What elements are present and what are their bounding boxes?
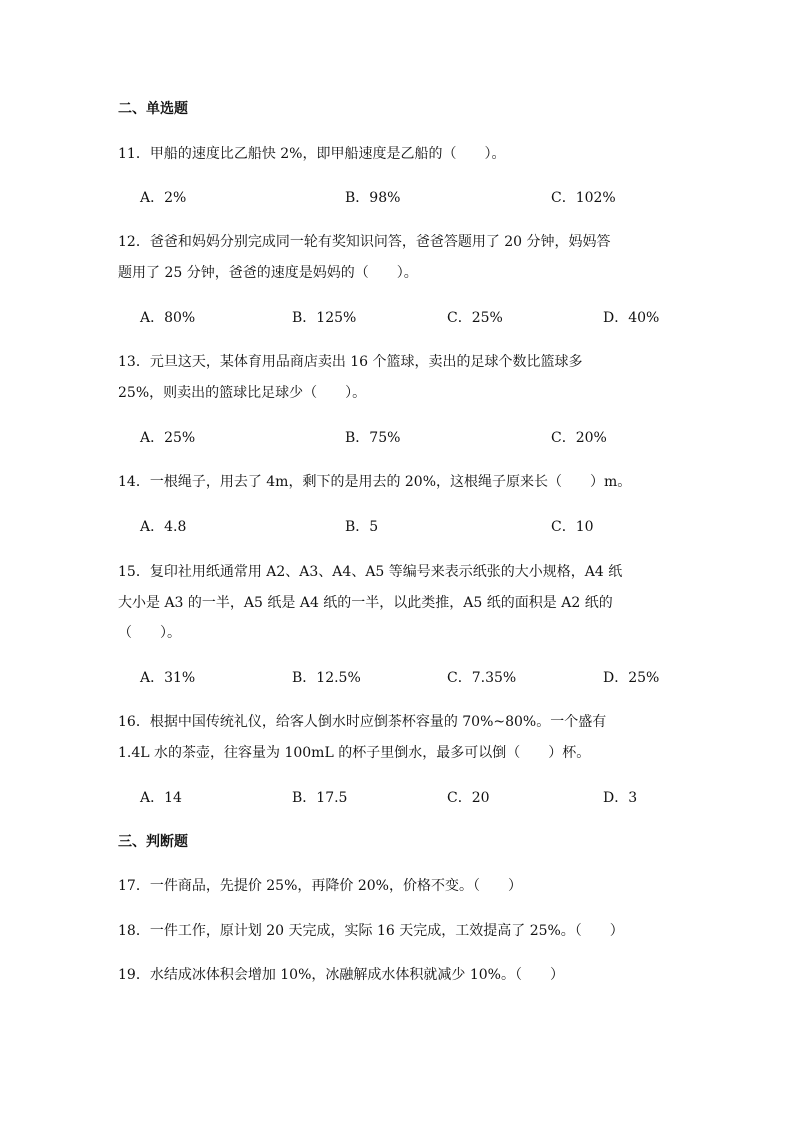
question-14-option-b: B．5 xyxy=(345,519,379,535)
question-15-option-a: A．31% xyxy=(140,670,196,686)
question-13-option-b: B．75% xyxy=(345,430,401,446)
question-16-line-2: 1.4L 水的茶壶，往容量为 100mL 的杯子里倒水，最多可以倒（ ）杯。 xyxy=(118,745,591,761)
question-15-line-1: 15．复印社用纸通常用 A2、A3、A4、A5 等编号来表示纸张的大小规格，A4 纸 xyxy=(118,564,623,580)
question-11-option-a: A．2% xyxy=(140,190,187,206)
section-title-true-false: 三、判断题 xyxy=(118,834,188,850)
question-11-line-1: 11．甲船的速度比乙船快 2%，即甲船速度是乙船的（ ）。 xyxy=(118,146,506,162)
question-15-option-d: D．25% xyxy=(603,670,660,686)
question-12-option-b: B．125% xyxy=(292,310,357,326)
question-13-line-2: 25%，则卖出的篮球比足球少（ ）。 xyxy=(118,385,367,401)
question-12-line-2: 题用了 25 分钟，爸爸的速度是妈妈的（ ）。 xyxy=(118,265,418,281)
question-11-option-c: C．102% xyxy=(551,190,616,206)
question-15-option-c: C．7.35% xyxy=(447,670,517,686)
question-15-line-3: （ ）。 xyxy=(118,625,181,641)
question-15-line-2: 大小是 A3 的一半，A5 纸是 A4 纸的一半，以此类推，A5 纸的面积是 A2 纸的 xyxy=(118,595,613,611)
question-18-line-1: 18．一件工作，原计划 20 天完成，实际 16 天完成，工效提高了 25%。（ ） xyxy=(118,923,624,939)
question-14-line-1: 14．一根绳子，用去了 4m，剩下的是用去的 20%，这根绳子原来长（ ）m。 xyxy=(118,474,632,490)
question-11-option-b: B．98% xyxy=(345,190,401,206)
question-13-option-c: C．20% xyxy=(551,430,607,446)
question-19-line-1: 19．水结成冰体积会增加 10%，冰融解成水体积就减少 10%。（ ） xyxy=(118,967,564,983)
question-16-option-b: B．17.5 xyxy=(292,790,348,806)
question-12-option-a: A．80% xyxy=(140,310,196,326)
question-14-option-c: C．10 xyxy=(551,519,594,535)
question-14-option-a: A．4.8 xyxy=(140,519,187,535)
question-12-option-d: D．40% xyxy=(603,310,660,326)
question-16-line-1: 16．根据中国传统礼仪，给客人倒水时应倒茶杯容量的 70%~80%。一个盛有 xyxy=(118,714,607,730)
question-12-line-1: 12．爸爸和妈妈分别完成同一轮有奖知识问答，爸爸答题用了 20 分钟，妈妈答 xyxy=(118,234,611,250)
section-title-single-choice: 二、单选题 xyxy=(118,101,188,117)
question-12-option-c: C．25% xyxy=(447,310,503,326)
question-16-option-d: D．3 xyxy=(603,790,638,806)
question-13-line-1: 13．元旦这天，某体育用品商店卖出 16 个篮球，卖出的足球个数比篮球多 xyxy=(118,354,583,370)
question-16-option-a: A．14 xyxy=(140,790,182,806)
question-13-option-a: A．25% xyxy=(140,430,196,446)
question-15-option-b: B．12.5% xyxy=(292,670,361,686)
question-16-option-c: C．20 xyxy=(447,790,490,806)
question-17-line-1: 17．一件商品，先提价 25%，再降价 20%，价格不变。（ ） xyxy=(118,878,522,894)
